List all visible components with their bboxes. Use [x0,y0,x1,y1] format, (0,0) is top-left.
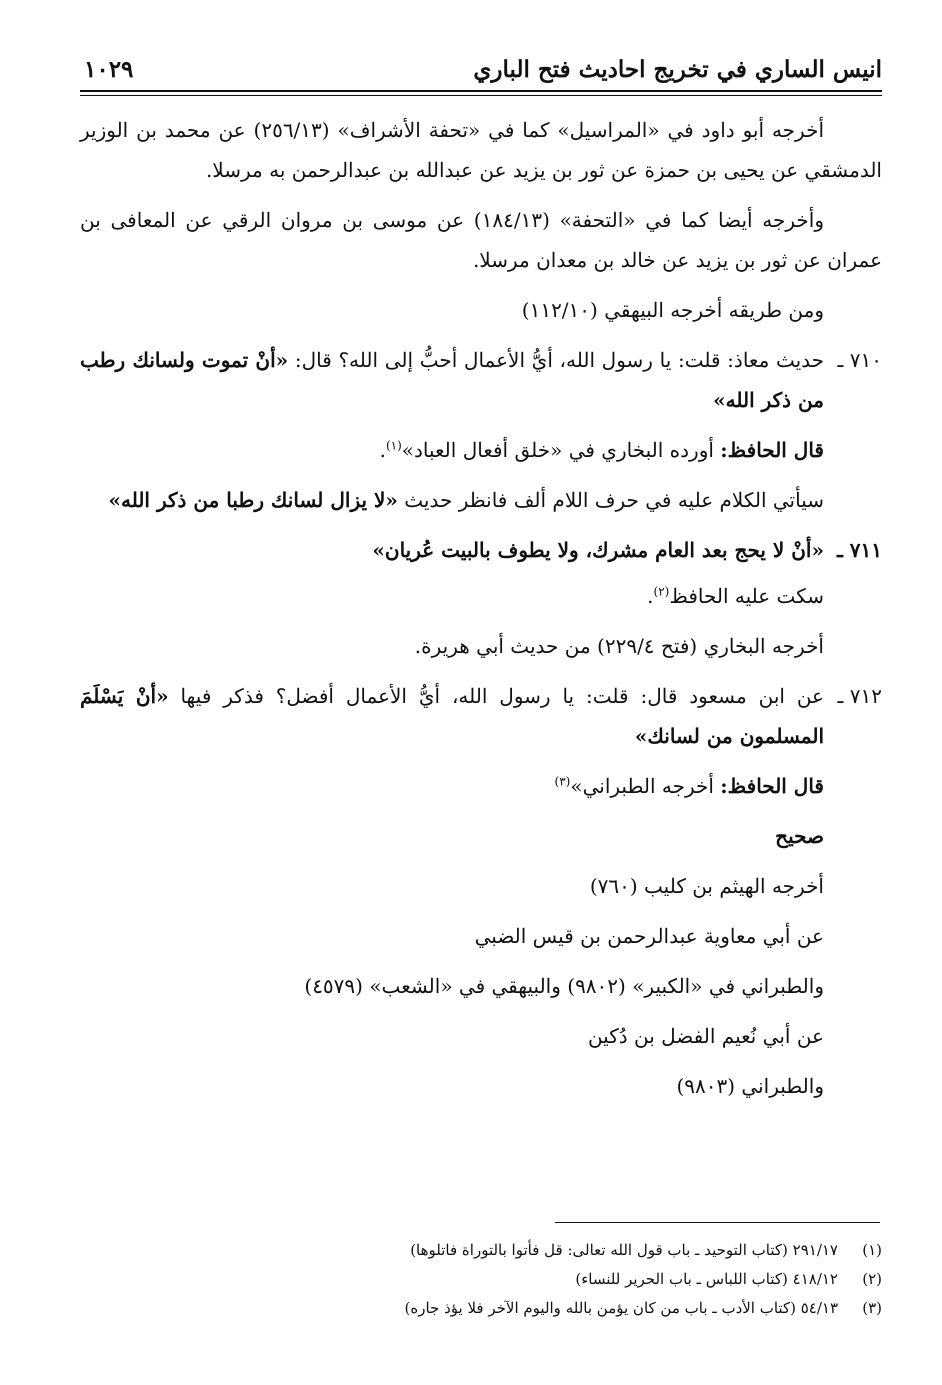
footnote-number: (٢) [862,1270,882,1288]
header-rule-thin [80,95,882,96]
running-title: انيس الساري في تخريج احاديث فتح الباري [473,56,882,83]
hadith-matn: «أنْ تموت ولسانك رطب من ذكر الله» [80,348,824,412]
hadith-number: ٧١٢ ـ [837,684,882,708]
main-text [80,110,882,1116]
hadith-text: حديث معاذ: قلت: يا رسول الله، أيُّ الأعمال أحبُّ إلى الله؟ قال: [288,348,825,372]
footnote-number: (٣) [862,1299,882,1317]
takhrij-711: أخرجه البخاري (فتح ٢٢٩/٤) من حديث أبي هريرة. [414,634,824,658]
footnote-item [80,1236,882,1265]
hadith-matn: «أنْ يَسْلَمَ المسلمون من لسانك» [80,684,824,748]
takhrij-line: عن أبي نُعيم الفضل بن دُكين [587,1024,824,1048]
paragraph-abu-dawud: أخرجه أبو داود في «المراسيل» كما في «تحفة الأشراف» (٢٥٦/١٣) عن محمد بن الوزير الدمشقي عن يحيى بن حمزة عن ثور بن يزيد عن عبدالله بن عبدالرحمن به مرسلا. [80,118,882,182]
footnotes [80,1236,882,1323]
footnote-mark: (٣) [554,774,571,789]
note-text: سيأتي الكلام عليه في حرف اللام ألف فانظر حديث [397,488,824,512]
footnote-item [80,1265,882,1294]
hafiz-label: قال الحافظ: [720,774,824,798]
hafiz-text: أورده البخاري في «خلق أفعال العباد» [401,438,721,462]
takhrij-line: والطبراني (٩٨٠٣) [676,1074,824,1098]
grade-label: صحيح [775,824,824,848]
hafiz-comment-710 [80,430,882,470]
sentence-end: . [647,584,654,608]
hadith-number: ٧١١ ـ [836,538,882,562]
footnote-mark: (٢) [653,584,670,599]
header-rule-thick [80,90,882,92]
hafiz-comment-711 [80,576,882,616]
hadith-matn: «أنْ لا يحج بعد العام مشرك، ولا يطوف بالبيت عُريان» [372,538,824,562]
footnote-separator [555,1222,880,1223]
takhrij-line: والطبراني في «الكبير» (٩٨٠٢) والبيهقي في «الشعب» (٤٥٧٩) [304,974,824,998]
footnote-text: ٥٤/١٣ (كتاب الأدب ـ باب من كان يؤمن بالله واليوم الآخر فلا يؤذ جاره) [404,1299,838,1317]
hadith-text: عن ابن مسعود قال: قلت: يا رسول الله، أيُّ الأعمال أفضل؟ فذكر فيها [168,684,824,708]
hafiz-silent-text: سكت عليه الحافظ [669,584,824,608]
footnote-mark: (١) [385,438,402,453]
page-number: ١٠٢٩ [84,56,134,83]
footnote-text: ٤١٨/١٢ (كتاب اللباس ـ باب الحرير للنساء) [575,1270,838,1288]
paragraph-bayhaqi: ومن طريقه أخرجه البيهقي (١١٢/١٠) [521,298,824,322]
footnote-number: (١) [862,1241,882,1259]
paragraph-tuhfa: وأخرجه أيضا كما في «التحفة» (١٨٤/١٣) عن موسى بن مروان الرقي عن المعافى بن عمران عن ثور بن يزيد عن خالد بن معدان مرسلا. [80,208,882,272]
cross-reference-note [80,480,882,520]
takhrij-line: أخرجه الهيثم بن كليب (٧٦٠) [589,874,824,898]
hadith-number: ٧١٠ ـ [837,348,882,372]
page-header [80,52,882,90]
hafiz-text: أخرجه الطبراني» [570,774,721,798]
takhrij-line: عن أبي معاوية عبدالرحمن بن قيس الضبي [474,924,824,948]
hadith-710 [80,340,882,420]
hadith-712 [80,676,882,756]
footnote-item [80,1294,882,1323]
sentence-end: . [379,438,386,462]
hafiz-label: قال الحافظ: [720,438,824,462]
note-hadith: «لا يزال لسانك رطبا من ذكر الله» [108,488,398,512]
hadith-711 [80,530,882,570]
footnote-text: ٢٩١/١٧ (كتاب التوحيد ـ باب قول الله تعالى: قل فأتوا بالتوراة فاتلوها) [410,1241,838,1259]
hafiz-comment-712 [80,766,882,806]
